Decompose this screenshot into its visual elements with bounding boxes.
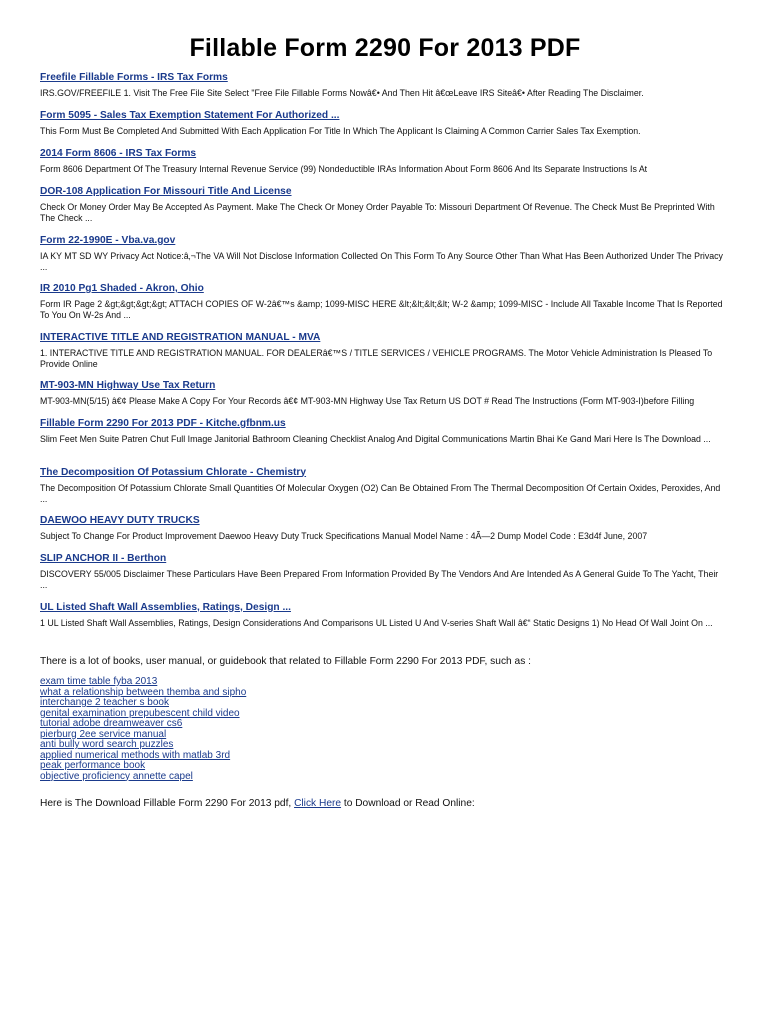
result-description: The Decomposition Of Potassium Chlorate Small Quantities Of Molecular Oxygen (O2) Can Be Obtained From The Thermal Decomposition Of Certain Oxides, Peroxides, And ... [40,482,721,504]
related-link[interactable]: anti bully word search puzzles [40,739,174,750]
download-footer [40,797,730,811]
result-title-link[interactable]: The Decomposition Of Potassium Chlorate - Chemistry [40,466,307,478]
result-item [40,181,730,230]
click-here-link[interactable]: Click Here [294,798,342,809]
page-title: Fillable Form 2290 For 2013 PDF [189,34,581,62]
result-description: MT-903-MN(5/15) â€¢ Please Make A Copy For Your Records â€¢ MT-903-MN Highway Use Tax Return US DOT # Read The Instructions (Form MT-903-I)before Filling [40,396,695,406]
result-title-link[interactable]: UL Listed Shaft Wall Assemblies, Ratings, Design ... [40,601,291,613]
related-link[interactable]: tutorial adobe dreamweaver cs6 [40,718,183,729]
result-description: Check Or Money Order May Be Accepted As Payment. Make The Check Or Money Order Payable To: Missouri Department Of Revenue. The Check Must Be Preprinted With The Check ... [40,202,715,223]
result-item [40,105,730,143]
result-item [40,510,730,548]
result-item [40,278,730,327]
result-item [40,143,730,181]
result-description: Form 8606 Department Of The Treasury Internal Revenue Service (99) Nondeductible IRAs Information About Form 8606 And Its Separate Instructions Is At [40,164,648,174]
related-link[interactable]: applied numerical methods with matlab 3rd [40,749,231,761]
related-link[interactable]: peak performance book [40,760,146,771]
result-title-link[interactable]: MT-903-MN Highway Use Tax Return [40,380,216,391]
related-links-list [40,677,730,782]
related-link[interactable]: objective proficiency annette capel [40,770,193,782]
result-title-link[interactable]: 2014 Form 8606 - IRS Tax Forms [40,148,197,159]
result-description: 1. INTERACTIVE TITLE AND REGISTRATION MANUAL. FOR DEALERâ€™S / TITLE SERVICES / VEHICLE PROGRAMS. The Motor Vehicle Administration Is Pleased To Provide Online [40,347,713,369]
related-link[interactable]: genital examination prepubescent child video [40,707,240,719]
result-description: IRS.GOV/FREEFILE 1. Visit The Free File Site Select "Free File Fillable Forms Nowâ€• And Then Hit â€œLeave IRS Siteâ€• After Reading The Disclaimer. [40,88,644,98]
result-description: Subject To Change For Product Improvement Daewoo Heavy Duty Truck Specifications Manual Model Name : 4Ã—2 Dump Model Code : E3d4f June, 2007 [40,531,648,541]
result-item [40,548,730,597]
result-title-link[interactable]: INTERACTIVE TITLE AND REGISTRATION MANUAL - MVA [40,331,321,343]
related-intro-text: There is a lot of books, user manual, or guidebook that related to Fillable Form 2290 For 2013 PDF, such as : [40,656,531,667]
result-description: This Form Must Be Completed And Submitted With Each Application For Title In Which The Applicant Is Claiming A Common Carrier Sales Tax Exemption. [40,126,641,136]
result-title-link[interactable]: Form 22-1990E - Vba.va.gov [40,234,176,246]
result-title-link[interactable]: DAEWOO HEAVY DUTY TRUCKS [40,515,200,526]
result-item [40,67,730,105]
result-description: Slim Feet Men Suite Patren Chut Full Image Janitorial Bathroom Cleaning Checklist Analog And Digital Communications Martin Bhai Ke Gand Mari Here Is The Download ... [40,434,711,444]
search-results [40,67,730,645]
result-title-link[interactable]: Fillable Form 2290 For 2013 PDF - Kitche.gfbnm.us [40,418,286,429]
result-title-link[interactable]: Freefile Fillable Forms - IRS Tax Forms [40,72,228,83]
result-item [40,462,730,511]
related-link[interactable]: what a relationship between themba and sipho [40,686,247,698]
related-link[interactable]: pierburg 2ee service manual [40,728,167,740]
result-description: 1 UL Listed Shaft Wall Assemblies, Ratings, Design Considerations And Comparisons UL Listed U And V-series Shaft Wall â€“ Static Designs 1) No Head Of Wall Joint On ... [40,617,713,628]
result-item [40,413,730,462]
related-link[interactable]: interchange 2 teacher s book [40,697,169,708]
result-title-link[interactable]: DOR-108 Application For Missouri Title And License [40,186,292,197]
result-title-link[interactable]: IR 2010 Pg1 Shaded - Akron, Ohio [40,283,204,294]
related-link[interactable]: exam time table fyba 2013 [40,676,158,687]
result-item [40,375,730,413]
result-title-link[interactable]: Form 5095 - Sales Tax Exemption Statement For Authorized ... [40,110,340,121]
result-description: IA KY MT SD WY Privacy Act Notice:â‚¬The VA Will Not Disclose Information Collected On This Form To Any Source Other Than What Has Been Authorized Under The Privacy ... [40,250,723,272]
footer-text-after: to Download or Read Online: [341,798,475,809]
result-description: Form IR Page 2 &gt;&gt;&gt;&gt; ATTACH COPIES OF W-2â€™s &amp; 1099-MISC HERE &lt;&lt;&lt;&lt; W-2 &amp; 1099-MISC - Include All Taxable Income That Is Reported To You On W-2s And ... [40,299,723,320]
footer-text-before: Here is The Download Fillable Form 2290 For 2013 pdf, [40,798,295,809]
result-item [40,327,730,376]
result-item [40,597,730,646]
result-description: DISCOVERY 55/005 Disclaimer These Particulars Have Been Prepared From Information Provided By The Vendors And Are Intended As A General Guide To The Yacht, Their ... [40,569,719,590]
result-title-link[interactable]: SLIP ANCHOR II - Berthon [40,553,167,564]
result-item [40,230,730,279]
